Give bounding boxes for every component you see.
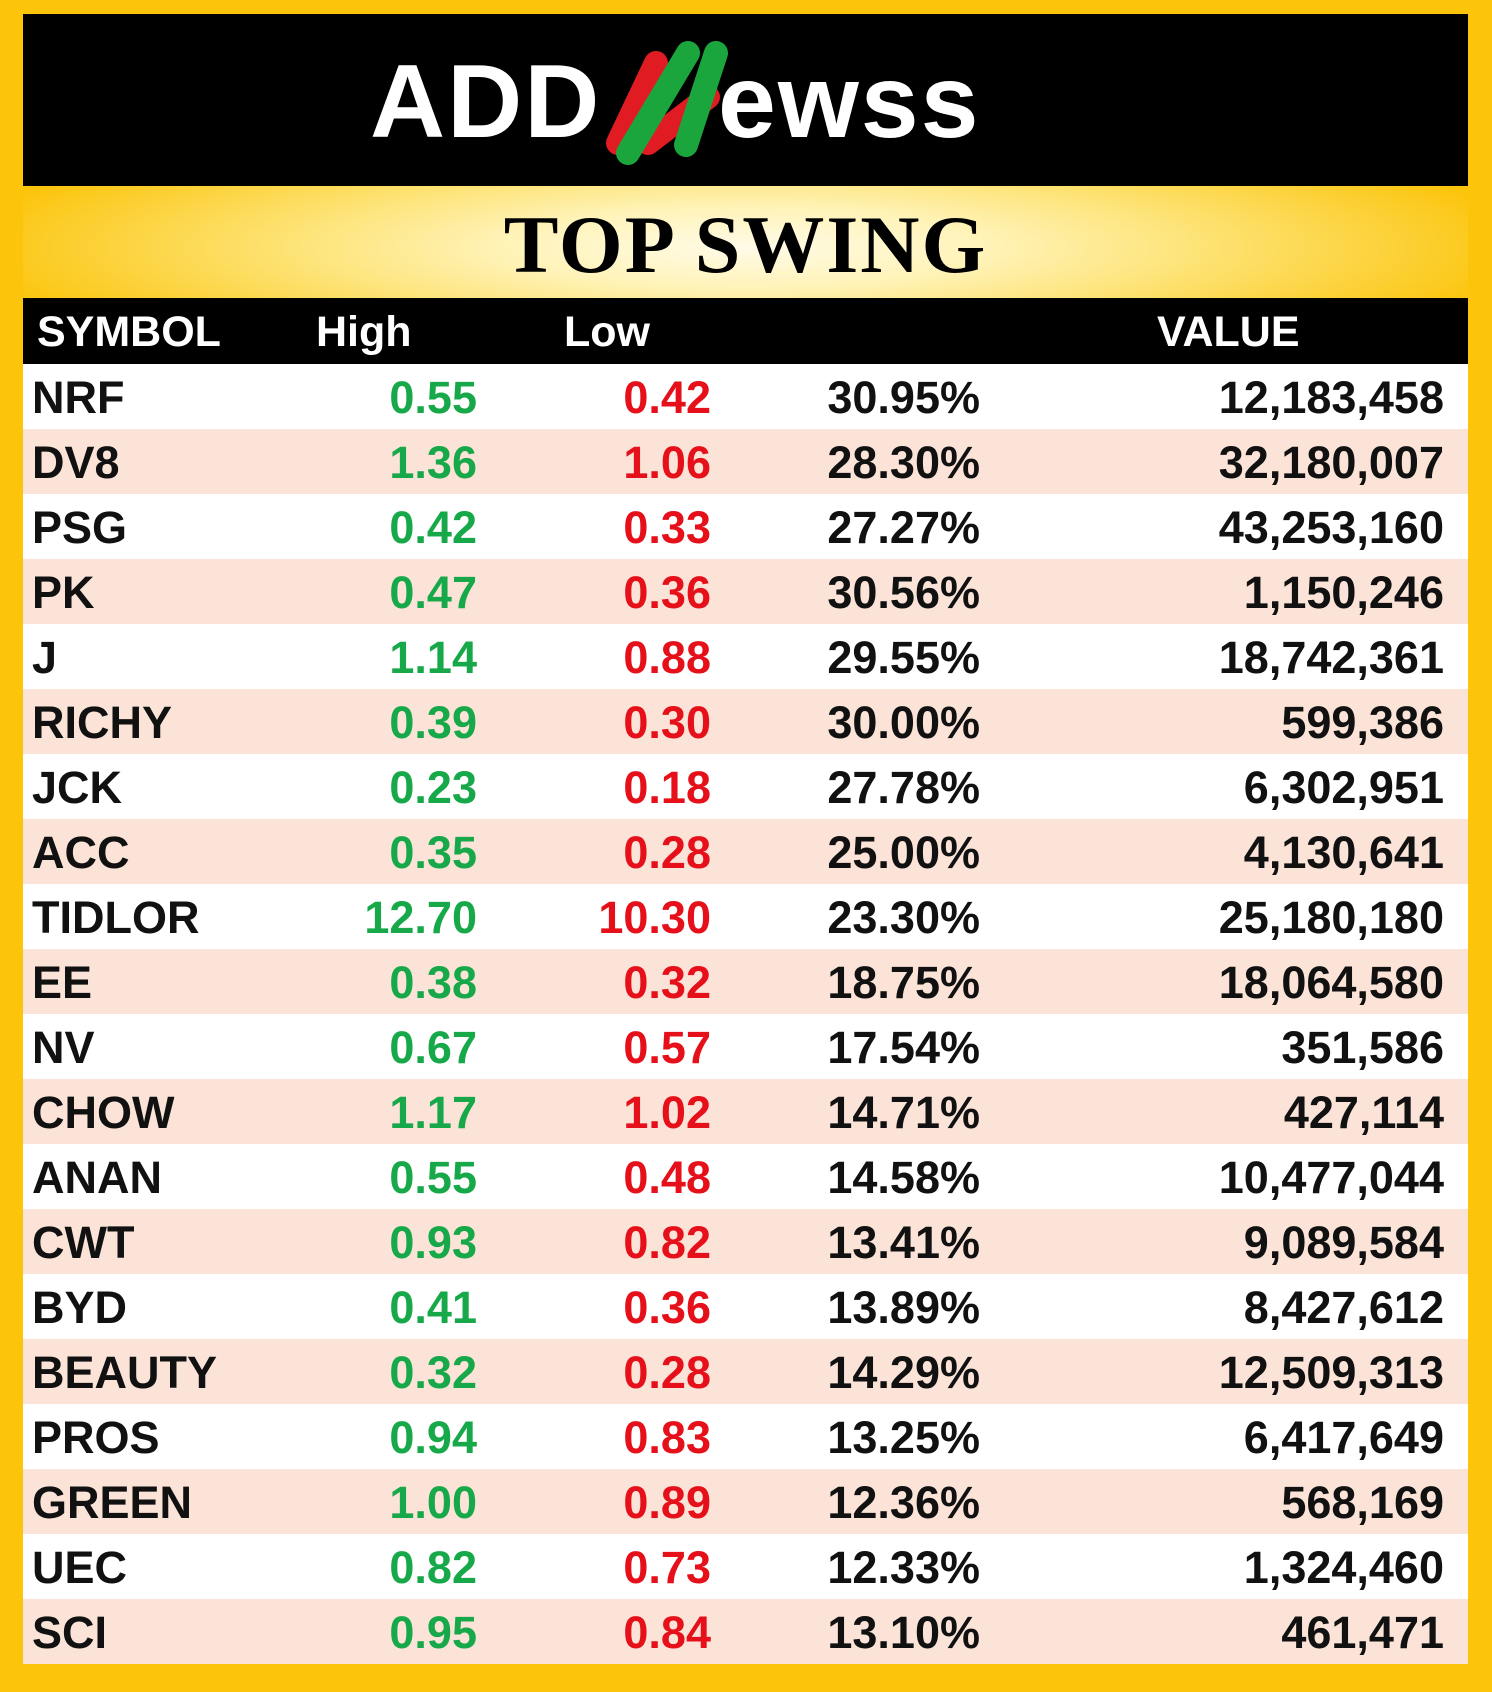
table-row (23, 689, 1468, 754)
cell-symbol: JCK (32, 762, 123, 813)
cell-pct: 27.78% (827, 762, 980, 813)
cell-symbol: BEAUTY (32, 1347, 218, 1398)
cell-value: 25,180,180 (1218, 892, 1444, 943)
cell-high: 1.17 (389, 1087, 477, 1138)
cell-symbol: DV8 (32, 437, 120, 488)
cell-value: 9,089,584 (1243, 1217, 1444, 1268)
cell-value: 8,427,612 (1243, 1282, 1444, 1333)
cell-low: 10.30 (598, 892, 711, 943)
cell-value: 10,477,044 (1218, 1152, 1444, 1203)
table-header (23, 298, 1468, 364)
col-symbol-header: SYMBOL (37, 308, 221, 356)
cell-pct: 12.36% (827, 1477, 980, 1528)
cell-high: 0.94 (389, 1412, 477, 1463)
cell-pct: 17.54% (827, 1022, 980, 1073)
cell-value: 32,180,007 (1218, 437, 1444, 488)
cell-symbol: EE (32, 957, 93, 1008)
cell-high: 0.41 (389, 1282, 477, 1333)
cell-high: 0.35 (389, 827, 477, 878)
logo-text-left: ADD (369, 44, 601, 160)
table-row (23, 754, 1468, 819)
cell-low: 0.82 (623, 1217, 711, 1268)
cell-low: 0.83 (623, 1412, 711, 1463)
cell-low: 0.88 (623, 632, 711, 683)
cell-pct: 12.33% (827, 1542, 980, 1593)
cell-low: 0.33 (623, 502, 711, 553)
cell-pct: 25.00% (827, 827, 980, 878)
cell-symbol: BYD (32, 1282, 128, 1333)
cell-low: 0.28 (623, 1347, 711, 1398)
cell-value: 427,114 (1283, 1087, 1444, 1138)
cell-pct: 29.55% (827, 632, 980, 683)
cell-low: 0.89 (623, 1477, 711, 1528)
cell-high: 1.00 (389, 1477, 477, 1528)
table-row (23, 884, 1468, 949)
cell-symbol: SCI (32, 1607, 108, 1658)
table-row (23, 1404, 1468, 1469)
cell-low: 1.02 (623, 1087, 711, 1138)
cell-symbol: J (32, 632, 58, 683)
cell-high: 0.47 (389, 567, 477, 618)
cell-symbol: PK (32, 567, 95, 618)
cell-high: 0.38 (389, 957, 477, 1008)
cell-value: 351,586 (1281, 1022, 1444, 1073)
cell-low: 0.84 (623, 1607, 711, 1658)
cell-high: 0.23 (389, 762, 477, 813)
cell-value: 18,064,580 (1218, 957, 1444, 1008)
cell-symbol: GREEN (32, 1477, 193, 1528)
table-row (23, 559, 1468, 624)
table-row (23, 1469, 1468, 1534)
cell-value: 4,130,641 (1243, 827, 1444, 878)
col-value-header: VALUE (1157, 308, 1300, 356)
table-row (23, 429, 1468, 494)
col-high-header: High (316, 308, 412, 356)
cell-symbol: ANAN (32, 1152, 162, 1203)
title-band (23, 186, 1468, 298)
cell-symbol: TIDLOR (32, 892, 200, 943)
cell-pct: 13.89% (827, 1282, 980, 1333)
table-row (23, 624, 1468, 689)
cell-low: 0.48 (623, 1152, 711, 1203)
cell-value: 12,509,313 (1218, 1347, 1444, 1398)
table-row (23, 1274, 1468, 1339)
cell-pct: 13.10% (827, 1607, 980, 1658)
page-title: TOP SWING (503, 199, 988, 290)
cell-value: 6,417,649 (1243, 1412, 1444, 1463)
cell-low: 0.30 (623, 697, 711, 748)
cell-value: 18,742,361 (1218, 632, 1444, 683)
cell-high: 1.14 (389, 632, 477, 683)
cell-low: 0.36 (623, 567, 711, 618)
cell-pct: 18.75% (827, 957, 980, 1008)
cell-symbol: CHOW (32, 1087, 175, 1138)
cell-pct: 13.25% (827, 1412, 980, 1463)
cell-symbol: PROS (32, 1412, 160, 1463)
table-row (23, 1014, 1468, 1079)
cell-low: 0.28 (623, 827, 711, 878)
cell-symbol: NRF (32, 372, 125, 423)
cell-pct: 14.29% (827, 1347, 980, 1398)
cell-high: 0.39 (389, 697, 477, 748)
cell-pct: 14.58% (827, 1152, 980, 1203)
cell-symbol: UEC (32, 1542, 128, 1593)
swing-table (23, 298, 1468, 1664)
addnewss-logo (366, 25, 1126, 175)
cell-pct: 30.00% (827, 697, 980, 748)
cell-pct: 30.95% (827, 372, 980, 423)
cell-high: 0.82 (389, 1542, 477, 1593)
cell-value: 6,302,951 (1243, 762, 1444, 813)
cell-value: 1,150,246 (1243, 567, 1444, 618)
cell-pct: 14.71% (827, 1087, 980, 1138)
cell-pct: 30.56% (827, 567, 980, 618)
cell-high: 0.32 (389, 1347, 477, 1398)
cell-pct: 23.30% (827, 892, 980, 943)
cell-low: 0.36 (623, 1282, 711, 1333)
table-row (23, 949, 1468, 1014)
table-body (23, 364, 1468, 1664)
table-row (23, 1079, 1468, 1144)
logo-n-mark (618, 53, 716, 153)
cell-low: 0.57 (623, 1022, 711, 1073)
brand-header (23, 14, 1468, 186)
col-low-header: Low (564, 308, 650, 356)
logo-text-right: ewss (717, 44, 980, 160)
cell-low: 0.18 (623, 762, 711, 813)
cell-high: 12.70 (364, 892, 477, 943)
cell-pct: 27.27% (827, 502, 980, 553)
cell-symbol: ACC (32, 827, 130, 878)
cell-pct: 28.30% (827, 437, 980, 488)
cell-low: 1.06 (623, 437, 711, 488)
cell-low: 0.42 (623, 372, 711, 423)
cell-value: 12,183,458 (1218, 372, 1444, 423)
cell-value: 568,169 (1281, 1477, 1444, 1528)
cell-pct: 13.41% (827, 1217, 980, 1268)
cell-symbol: RICHY (32, 697, 173, 748)
table-row (23, 1144, 1468, 1209)
cell-high: 0.55 (389, 1152, 477, 1203)
cell-symbol: NV (32, 1022, 95, 1073)
cell-value: 461,471 (1281, 1607, 1444, 1658)
table-row (23, 1534, 1468, 1599)
cell-symbol: CWT (32, 1217, 135, 1268)
table-row (23, 1209, 1468, 1274)
table-row (23, 1599, 1468, 1664)
table-row (23, 364, 1468, 429)
cell-high: 0.67 (389, 1022, 477, 1073)
table-row (23, 819, 1468, 884)
cell-high: 0.42 (389, 502, 477, 553)
cell-symbol: PSG (32, 502, 128, 553)
cell-high: 1.36 (389, 437, 477, 488)
cell-value: 599,386 (1281, 697, 1444, 748)
cell-value: 1,324,460 (1243, 1542, 1444, 1593)
cell-high: 0.55 (389, 372, 477, 423)
cell-high: 0.93 (389, 1217, 477, 1268)
cell-value: 43,253,160 (1218, 502, 1444, 553)
cell-high: 0.95 (389, 1607, 477, 1658)
table-row (23, 1339, 1468, 1404)
table-row (23, 494, 1468, 559)
cell-low: 0.32 (623, 957, 711, 1008)
cell-low: 0.73 (623, 1542, 711, 1593)
